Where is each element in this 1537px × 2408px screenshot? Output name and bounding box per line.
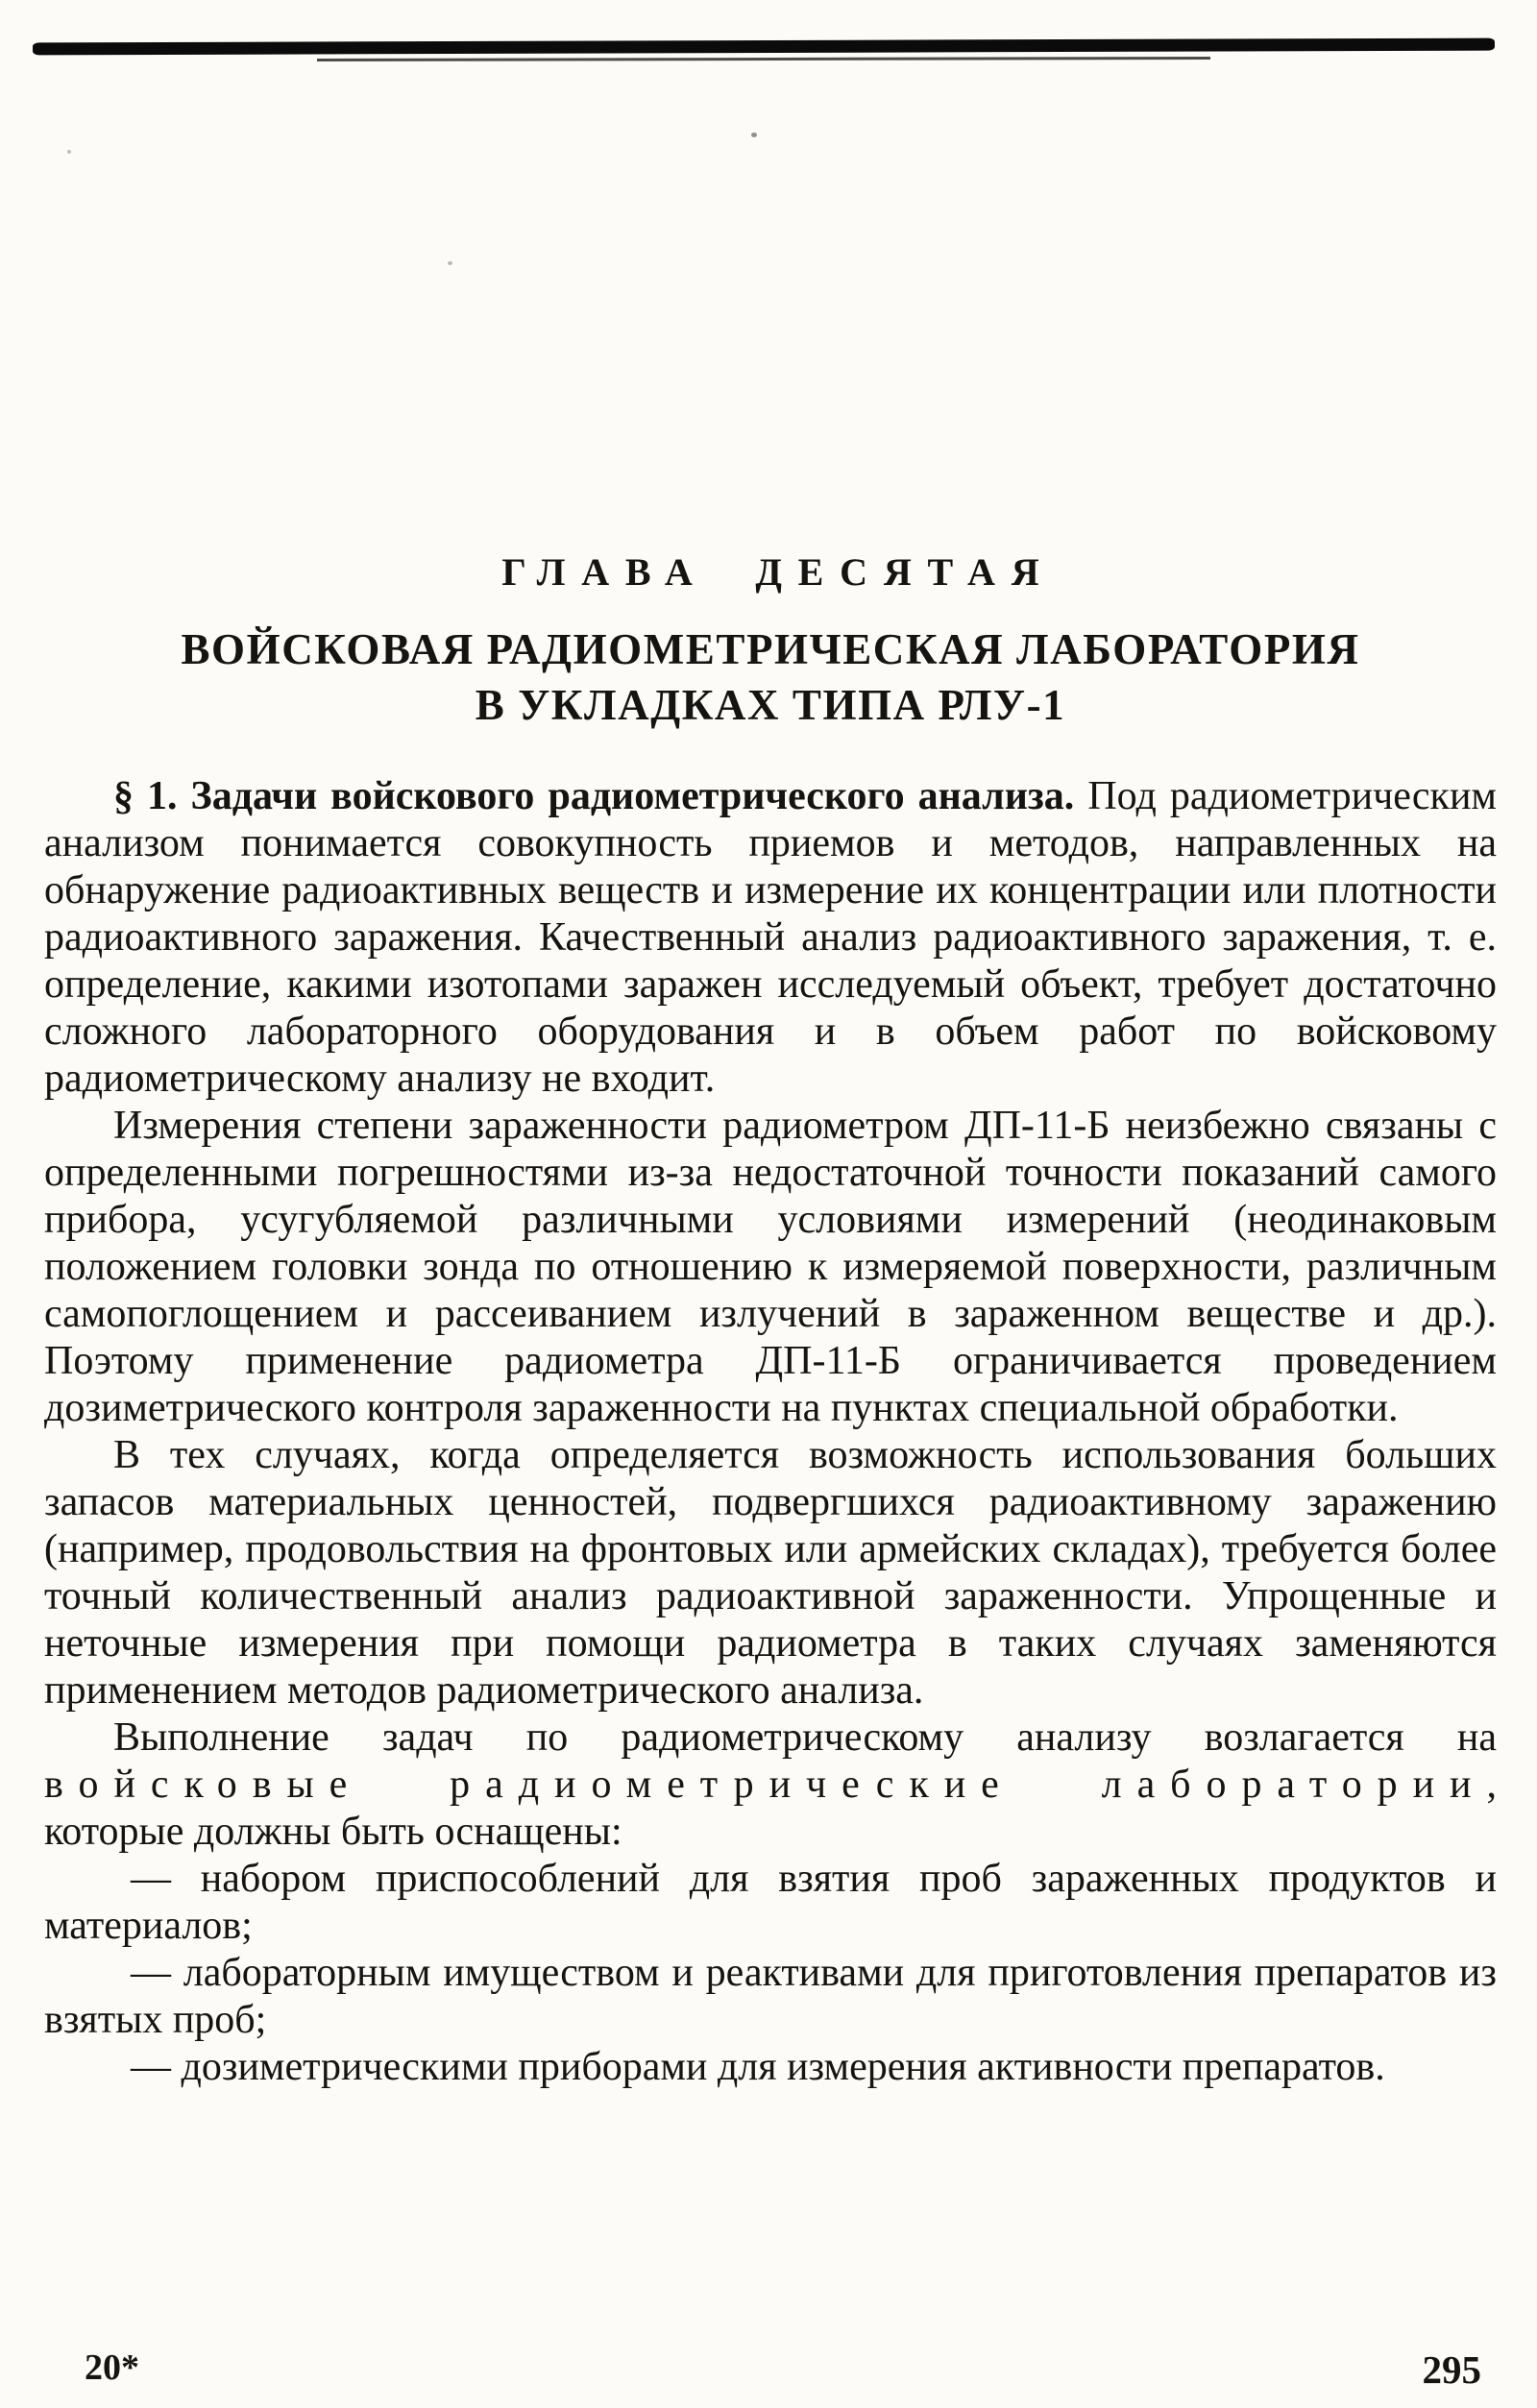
body-text <box>44 773 1497 2091</box>
scan-speck <box>448 261 452 265</box>
section-1-heading: § 1. Задачи войскового радиометрического анализа. <box>113 774 1075 818</box>
page-title <box>44 621 1497 733</box>
title-line-2: В УКЛАДКАХ ТИПА РЛУ-1 <box>475 681 1066 729</box>
title-line-1: ВОЙСКОВАЯ РАДИОМЕТРИЧЕСКАЯ ЛАБОРАТОРИЯ <box>181 625 1360 673</box>
list-item-3: — дозиметрическими приборами для измерения активности препаратов. <box>131 2045 1385 2089</box>
paragraph-4-text-start: Выполнение задач по радиометрическому анализу возлагается на <box>113 1715 1497 1760</box>
printer-signature-mark: 20* <box>85 2347 139 2388</box>
scan-speck <box>751 133 757 137</box>
paragraph-2: Измерения степени зараженности радиометром ДП-11-Б неизбежно связаны с определенными погрешностями из-за недостаточной точности показаний самого прибора, усугубляемой различными условиями измерений (неодинаковым положением головки зонда по отношению к измеряемой поверхности, различным самопоглощением и рассеиванием излучений в зараженном веществе и др.). Поэтому применение радиометра ДП-11-Б ограничивается проведением дозиметрического контроля зараженности на пунктах специальной обработки. <box>44 1104 1497 1430</box>
scan-speck <box>67 150 71 154</box>
scan-top-rule-thin <box>317 57 1210 61</box>
scan-top-rule <box>33 38 1495 56</box>
paragraph-3: В тех случаях, когда определяется возможность использования больших запасов материальных ценностей, подвергшихся радиоактивному заражению (например, продовольствия на фронтовых или армейских складах), требуется более точный количественный анализ радиоактивной зараженности. Упрощенные и неточные измерения при помощи радиометра в таких случаях заменяются применением методов радиометрического анализа. <box>44 1433 1497 1713</box>
chapter-heading: ГЛАВА ДЕСЯТАЯ <box>501 550 1056 594</box>
paragraph-1-text: Под радиометрическим анализом понимается совокупность приемов и методов, направленных на обнаружение радиоактивных веществ и измерение их концентрации или плотности радиоактивного заражения. Качественный анализ радиоактивного заражения, т. е. определение, какими изотопами заражен исследуемый объект, требует достаточно сложного лабораторного оборудования и в объем работ по войсковому радиометрическому анализу не входит. <box>44 774 1498 1101</box>
paragraph-4-text-end: , которые должны быть оснащены: <box>44 1763 1497 1854</box>
list-item-2: — лабораторным имуществом и реактивами для приготовления препаратов из взятых проб; <box>44 1951 1497 2042</box>
list-item-1: — набором приспособлений для взятия проб зараженных продуктов и материалов; <box>44 1857 1497 1948</box>
paragraph-1 <box>44 773 1497 1103</box>
paragraph-4-emphasis: войсковые радиометрические лаборатории <box>44 1763 1487 1807</box>
page-content <box>44 549 1497 2091</box>
paragraph-4 <box>44 1715 1497 1856</box>
page-number: 295 <box>1422 2347 1481 2392</box>
